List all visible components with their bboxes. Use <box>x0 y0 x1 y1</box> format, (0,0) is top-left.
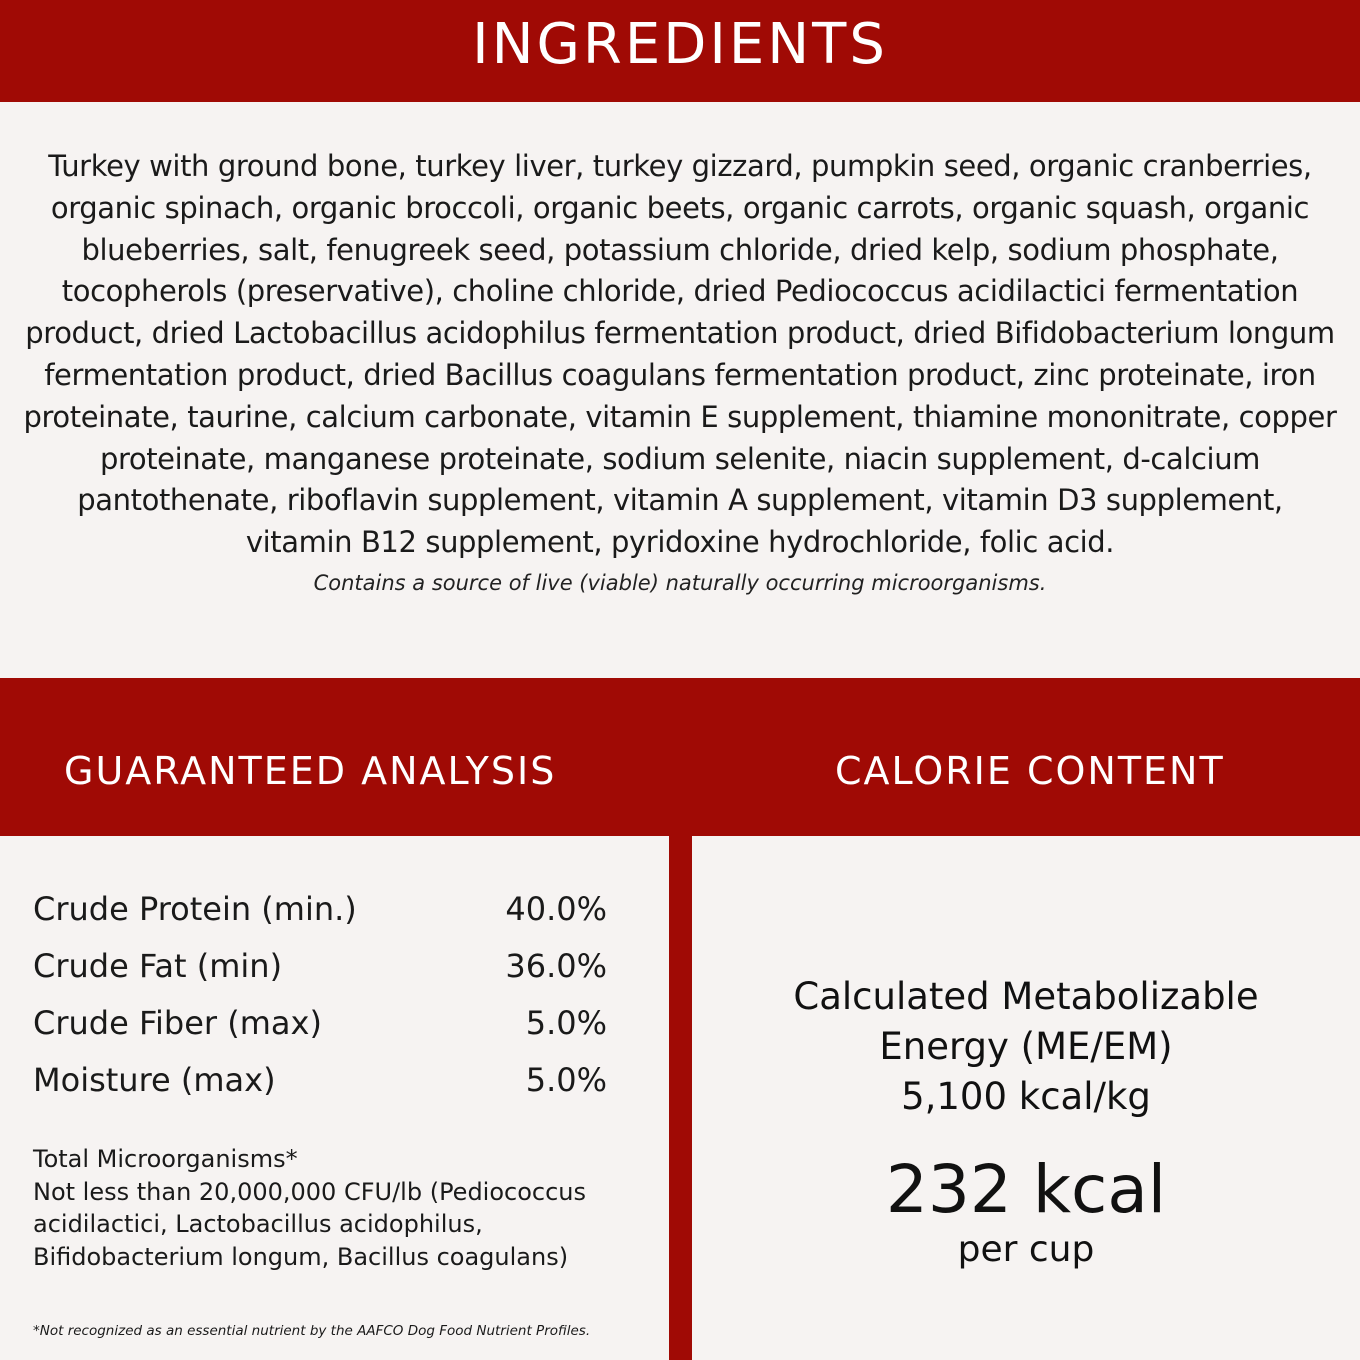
column-divider <box>669 836 692 1360</box>
me-line-1: Calculated Metabolizable <box>793 975 1259 1018</box>
ingredients-title: INGREDIENTS <box>472 12 888 77</box>
ingredients-section <box>20 146 1340 598</box>
metabolizable-energy-block <box>692 972 1360 1122</box>
analysis-row <box>33 937 613 994</box>
microorganisms-title: Total Microorganisms* <box>33 1145 298 1173</box>
analysis-value: 36.0% <box>505 946 607 985</box>
analysis-row <box>33 994 613 1051</box>
analysis-table <box>33 880 613 1108</box>
analysis-label: Moisture (max) <box>33 1060 276 1099</box>
analysis-label: Crude Fiber (max) <box>33 1003 322 1042</box>
per-cup-label: per cup <box>957 1229 1095 1270</box>
analysis-label: Crude Protein (min.) <box>33 889 357 928</box>
analysis-row <box>33 880 613 937</box>
analysis-value: 5.0% <box>525 1003 607 1042</box>
analysis-label: Crude Fat (min) <box>33 946 283 985</box>
me-line-2: Energy (ME/EM) <box>879 1025 1173 1068</box>
ingredients-header-band <box>0 0 1360 102</box>
ingredients-note: Contains a source of live (viable) naturally occurring microorganisms. <box>313 570 1047 595</box>
guaranteed-analysis-title: GUARANTEED ANALYSIS <box>64 749 557 793</box>
microorganisms-text: Not less than 20,000,000 CFU/lb (Pediococcus acidilactici, Lactobacillus acidophilus, Bifidobacterium longum, Bacillus coagulans) <box>33 1177 587 1271</box>
aafco-footnote: *Not recognized as an essential nutrient by the AAFCO Dog Food Nutrient Profiles. <box>33 1323 591 1339</box>
microorganisms-block <box>33 1143 643 1273</box>
calorie-content-title: CALORIE CONTENT <box>835 749 1225 793</box>
analysis-row <box>33 1051 613 1108</box>
ingredients-list: Turkey with ground bone, turkey liver, turkey gizzard, pumpkin seed, organic cranberries, organic spinach, organic broccoli, organic beets, organic carrots, organic squash, organic blueberries, salt, fenugreek seed, potassium chloride, dried kelp, sodium phosphate, tocopherols (preservative), choline chloride, dried Pediococcus acidilactici fermentation product, dried Lactobacillus acidophilus fermentation product, dried Bifidobacterium longum fermentation product, dried Bacillus coagulans fermentation product, zinc proteinate, iron proteinate, taurine, calcium carbonate, vitamin E supplement, thiamine mononitrate, copper proteinate, manganese proteinate, sodium selenite, niacin supplement, d-calcium pantothenate, riboflavin supplement, vitamin A supplement, vitamin D3 supplement, vitamin B12 supplement, pyridoxine hydrochloride, folic acid. <box>23 149 1337 560</box>
kcal-per-cup-value: 232 kcal <box>885 1151 1167 1228</box>
me-line-3: 5,100 kcal/kg <box>901 1075 1151 1118</box>
analysis-value: 40.0% <box>505 889 607 928</box>
analysis-value: 5.0% <box>525 1060 607 1099</box>
